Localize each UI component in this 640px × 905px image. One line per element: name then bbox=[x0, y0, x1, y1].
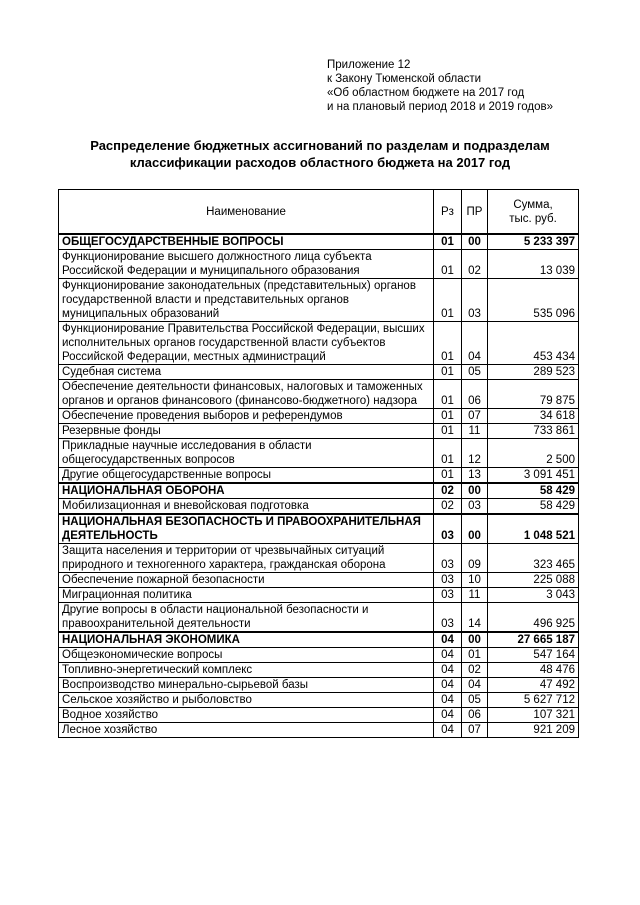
row-name: Мобилизационная и вневойсковая подготовка bbox=[59, 499, 434, 515]
row-sum: 34 618 bbox=[488, 409, 579, 424]
row-rz: 01 bbox=[434, 468, 462, 484]
section-row bbox=[59, 632, 579, 648]
row-rz: 04 bbox=[434, 678, 462, 693]
appendix-line: «Об областном бюджете на 2017 год bbox=[327, 87, 525, 99]
row-sum: 27 665 187 bbox=[488, 632, 579, 648]
row-pr: 05 bbox=[462, 365, 488, 380]
row-name: Защита населения и территории от чрезвычайных ситуаций природного и техногенного характера, гражданская оборона bbox=[59, 544, 434, 573]
row-name: Лесное хозяйство bbox=[59, 723, 434, 738]
row-pr: 05 bbox=[462, 693, 488, 708]
row-pr: 10 bbox=[462, 573, 488, 588]
row-name: Обеспечение проведения выборов и референдумов bbox=[59, 409, 434, 424]
row-rz: 03 bbox=[434, 544, 462, 573]
row-rz: 03 bbox=[434, 588, 462, 603]
table-row bbox=[59, 648, 579, 663]
header-sum bbox=[488, 190, 579, 235]
row-name: НАЦИОНАЛЬНАЯ ОБОРОНА bbox=[59, 483, 434, 499]
row-name: Сельское хозяйство и рыболовство bbox=[59, 693, 434, 708]
table-row bbox=[59, 439, 579, 468]
row-sum: 107 321 bbox=[488, 708, 579, 723]
table-row bbox=[59, 322, 579, 365]
row-sum: 79 875 bbox=[488, 380, 579, 409]
row-sum: 733 861 bbox=[488, 424, 579, 439]
row-pr: 00 bbox=[462, 632, 488, 648]
budget-allocation-table bbox=[58, 189, 579, 738]
row-sum: 3 091 451 bbox=[488, 468, 579, 484]
row-sum: 13 039 bbox=[488, 250, 579, 279]
row-rz: 01 bbox=[434, 409, 462, 424]
row-pr: 02 bbox=[462, 663, 488, 678]
table-row bbox=[59, 250, 579, 279]
row-pr: 02 bbox=[462, 250, 488, 279]
table-header-row bbox=[59, 190, 579, 235]
row-pr: 11 bbox=[462, 424, 488, 439]
row-rz: 02 bbox=[434, 483, 462, 499]
row-name: Другие вопросы в области национальной безопасности и правоохранительной деятельности bbox=[59, 603, 434, 633]
row-name: Функционирование Правительства Российской Федерации, высших исполнительных органов государственной власти субъектов Российской Федерации, местных администраций bbox=[59, 322, 434, 365]
row-pr: 07 bbox=[462, 723, 488, 738]
row-rz: 04 bbox=[434, 663, 462, 678]
row-sum: 547 164 bbox=[488, 648, 579, 663]
table-row bbox=[59, 499, 579, 515]
row-sum: 921 209 bbox=[488, 723, 579, 738]
row-sum: 48 476 bbox=[488, 663, 579, 678]
row-name: Другие общегосударственные вопросы bbox=[59, 468, 434, 484]
row-rz: 01 bbox=[434, 279, 462, 322]
table-row bbox=[59, 424, 579, 439]
row-sum: 323 465 bbox=[488, 544, 579, 573]
row-pr: 13 bbox=[462, 468, 488, 484]
header-pr: ПР bbox=[462, 190, 488, 235]
row-name: Топливно-энергетический комплекс bbox=[59, 663, 434, 678]
row-pr: 06 bbox=[462, 708, 488, 723]
row-sum: 47 492 bbox=[488, 678, 579, 693]
row-pr: 03 bbox=[462, 279, 488, 322]
row-rz: 03 bbox=[434, 573, 462, 588]
row-sum: 535 096 bbox=[488, 279, 579, 322]
row-name: Обеспечение пожарной безопасности bbox=[59, 573, 434, 588]
row-pr: 07 bbox=[462, 409, 488, 424]
row-name: Судебная система bbox=[59, 365, 434, 380]
appendix-line: и на плановый период 2018 и 2019 годов» bbox=[327, 101, 553, 113]
table-row bbox=[59, 603, 579, 633]
table-row bbox=[59, 544, 579, 573]
row-rz: 01 bbox=[434, 234, 462, 250]
row-sum: 496 925 bbox=[488, 603, 579, 633]
row-sum: 58 429 bbox=[488, 483, 579, 499]
row-rz: 01 bbox=[434, 250, 462, 279]
table-row bbox=[59, 365, 579, 380]
row-name: Общеэкономические вопросы bbox=[59, 648, 434, 663]
row-name: Воспроизводство минерально-сырьевой базы bbox=[59, 678, 434, 693]
table-row bbox=[59, 723, 579, 738]
row-rz: 04 bbox=[434, 648, 462, 663]
header-name: Наименование bbox=[59, 190, 434, 235]
appendix-line: Приложение 12 bbox=[327, 59, 411, 71]
row-name: Миграционная политика bbox=[59, 588, 434, 603]
appendix-line: к Закону Тюменской области bbox=[327, 73, 482, 85]
section-row bbox=[59, 483, 579, 499]
row-sum: 3 043 bbox=[488, 588, 579, 603]
row-pr: 00 bbox=[462, 514, 488, 544]
row-pr: 04 bbox=[462, 678, 488, 693]
row-rz: 03 bbox=[434, 514, 462, 544]
header-sum-line-2: тыс. руб. bbox=[509, 212, 557, 225]
row-pr: 09 bbox=[462, 544, 488, 573]
row-rz: 02 bbox=[434, 499, 462, 515]
table-body bbox=[59, 234, 579, 738]
row-rz: 04 bbox=[434, 632, 462, 648]
row-rz: 04 bbox=[434, 693, 462, 708]
row-name: Обеспечение деятельности финансовых, налоговых и таможенных органов и органов финансового (финансово-бюджетного) надзора bbox=[59, 380, 434, 409]
row-rz: 03 bbox=[434, 603, 462, 633]
row-sum: 289 523 bbox=[488, 365, 579, 380]
header-sum-line-1: Сумма, bbox=[513, 198, 553, 211]
row-name: НАЦИОНАЛЬНАЯ ЭКОНОМИКА bbox=[59, 632, 434, 648]
row-name: Резервные фонды bbox=[59, 424, 434, 439]
row-pr: 03 bbox=[462, 499, 488, 515]
row-pr: 11 bbox=[462, 588, 488, 603]
row-rz: 04 bbox=[434, 723, 462, 738]
table-row bbox=[59, 468, 579, 484]
row-pr: 01 bbox=[462, 648, 488, 663]
header-rz: Рз bbox=[434, 190, 462, 235]
table-row bbox=[59, 279, 579, 322]
table-row bbox=[59, 678, 579, 693]
row-sum: 1 048 521 bbox=[488, 514, 579, 544]
row-name: Функционирование высшего должностного лица субъекта Российской Федерации и муниципального образования bbox=[59, 250, 434, 279]
table-row bbox=[59, 693, 579, 708]
row-name: Прикладные научные исследования в области общегосударственных вопросов bbox=[59, 439, 434, 468]
row-pr: 14 bbox=[462, 603, 488, 633]
row-rz: 01 bbox=[434, 439, 462, 468]
title-line-1: Распределение бюджетных ассигнований по разделам и подразделам bbox=[90, 138, 550, 153]
row-pr: 00 bbox=[462, 234, 488, 250]
row-rz: 01 bbox=[434, 322, 462, 365]
row-sum: 5 233 397 bbox=[488, 234, 579, 250]
document-title bbox=[40, 137, 600, 171]
row-rz: 01 bbox=[434, 365, 462, 380]
row-name: НАЦИОНАЛЬНАЯ БЕЗОПАСНОСТЬ И ПРАВООХРАНИТЕЛЬНАЯ ДЕЯТЕЛЬНОСТЬ bbox=[59, 514, 434, 544]
appendix-note bbox=[327, 58, 553, 114]
row-pr: 00 bbox=[462, 483, 488, 499]
row-pr: 04 bbox=[462, 322, 488, 365]
row-pr: 12 bbox=[462, 439, 488, 468]
title-line-2: классификации расходов областного бюджета на 2017 год bbox=[129, 155, 511, 170]
row-name: Функционирование законодательных (представительных) органов государственной власти и представительных органов муниципальных образований bbox=[59, 279, 434, 322]
row-rz: 01 bbox=[434, 424, 462, 439]
row-name: ОБЩЕГОСУДАРСТВЕННЫЕ ВОПРОСЫ bbox=[59, 234, 434, 250]
row-sum: 453 434 bbox=[488, 322, 579, 365]
row-sum: 2 500 bbox=[488, 439, 579, 468]
row-sum: 58 429 bbox=[488, 499, 579, 515]
row-rz: 04 bbox=[434, 708, 462, 723]
row-rz: 01 bbox=[434, 380, 462, 409]
table-row bbox=[59, 588, 579, 603]
row-name: Водное хозяйство bbox=[59, 708, 434, 723]
table-row bbox=[59, 573, 579, 588]
section-row bbox=[59, 234, 579, 250]
row-pr: 06 bbox=[462, 380, 488, 409]
table-row bbox=[59, 409, 579, 424]
table-row bbox=[59, 708, 579, 723]
row-sum: 5 627 712 bbox=[488, 693, 579, 708]
section-row bbox=[59, 514, 579, 544]
table-row bbox=[59, 663, 579, 678]
row-sum: 225 088 bbox=[488, 573, 579, 588]
table-row bbox=[59, 380, 579, 409]
